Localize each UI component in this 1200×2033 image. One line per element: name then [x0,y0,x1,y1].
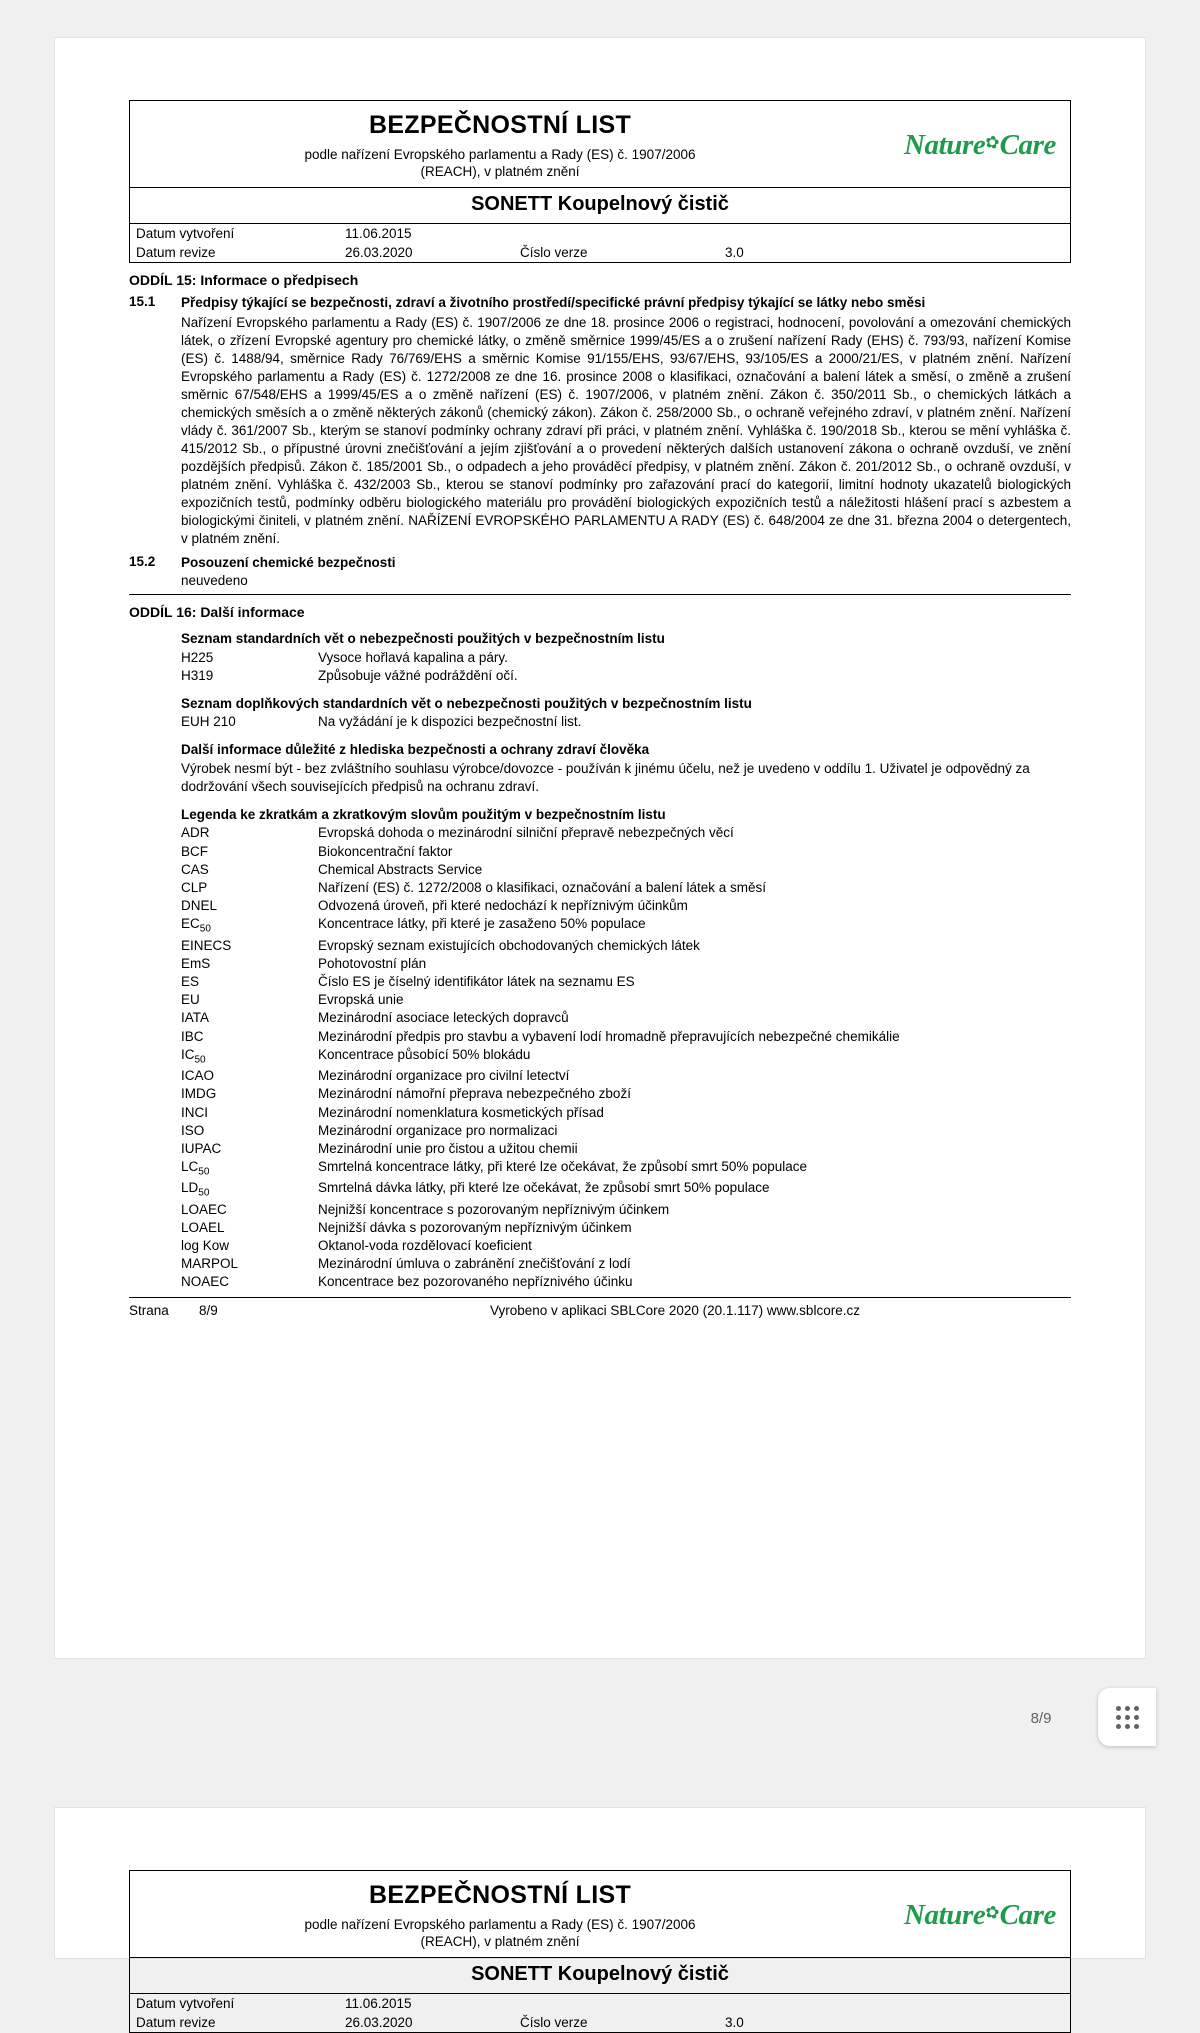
abbreviation-description: Způsobuje vážné podráždění očí. [318,667,518,683]
created-value-9: 11.06.2015 [345,1995,412,2011]
further-info-title: Další informace důležité z hlediska bezpečnosti a ochrany zdraví člověka [181,742,650,758]
list-item [181,1104,1071,1122]
abbreviation-code: EINECS [181,937,232,953]
version-value: 3.0 [725,244,744,260]
abbreviation-description: Koncentrace látky, při které je zasaženo 50% populace [318,916,646,932]
abbreviation-code: ICAO [181,1068,215,1084]
list-item [181,1085,1071,1103]
abbreviation-description: Číslo ES je číselný identifikátor látek na seznamu ES [318,974,635,990]
abbreviation-description: Odvozená úroveň, při které nedochází k nepříznivým účinkům [318,898,688,914]
abbreviation-description: Pohotovostní plán [318,955,427,971]
abbreviation-code: LOAEL [181,1219,225,1235]
abbreviation-description: Smrtelná dávka látky, při které lze očekávat, že způsobí smrt 50% populace [318,1180,770,1196]
abbreviation-code: EmS [181,955,211,971]
drag-handle-icon[interactable] [1098,1688,1156,1746]
viewer-controls-area [0,1658,1200,1808]
list-item [181,713,1071,731]
abbreviation-description: Smrtelná koncentrace látky, při které lze očekávat, že způsobí smrt 50% populace [318,1159,807,1175]
euh-statements-title: Seznam doplňkových standardních vět o nebezpečnosti použitých v bezpečnostním listu [181,695,752,711]
logo-text-nature-9: Nature [903,1899,986,1932]
document-subtitle-line2-9: (REACH), v platném znění [420,1934,580,1950]
naturescare-logo-9 [862,1899,1062,1932]
abbreviation-code: $LD_{50}$ [181,1180,210,1200]
legend-title: Legenda ke zkratkám a zkratkovým slovům použitým v bezpečnostním listu [181,807,666,823]
list-item [181,1140,1071,1158]
abbreviation-description: Nejnižší dávka s pozorovaným nepříznivým účinkem [318,1219,632,1235]
version-label-9: Číslo verze [520,2014,588,2030]
abbreviation-description: Evropský seznam existujících obchodovaných chemických látek [318,937,700,953]
abbreviation-description: Na vyžádání je k dispozici bezpečnostní list. [318,714,582,730]
abbreviation-description: Evropská dohoda o mezinárodní silniční přepravě nebezpečných věcí [318,825,734,841]
abbreviation-code: $LC_{50}$ [181,1159,210,1178]
document-header-page9 [129,1870,1071,1993]
section-15-2 [129,554,1071,572]
abbreviation-code: IBC [181,1028,204,1044]
abbreviation-code: H225 [181,649,214,665]
abbreviation-description: Oktanol-voda rozdělovací koeficient [318,1237,532,1253]
abbreviation-description: Biokoncentrační faktor [318,843,453,859]
section-15-2-number: 15.2 [129,553,156,569]
leaf-icon-9: ✿ [983,1902,1002,1924]
abbreviation-description: Mezinárodní námořní přeprava nebezpečného zboží [318,1086,631,1102]
section-15-1-number: 15.1 [129,293,156,309]
page-title-9: BEZPEČNOSTNÍ LIST [368,1881,632,1909]
list-item [181,1009,1071,1027]
abbreviation-code: $IC_{50}$ [181,1046,206,1066]
abbreviation-code: CLP [181,879,208,895]
created-label-9: Datum vytvoření [136,1995,235,2011]
abbreviation-code: EU [181,992,200,1008]
logo-text-care: Care [999,129,1056,162]
list-item [181,955,1071,973]
euh-statements-list [181,713,1071,731]
h-statements-list [181,649,1071,685]
abbreviation-code: MARPOL [181,1256,239,1272]
abbreviation-code: CAS [181,861,209,877]
footer-producer: Vyrobeno v aplikaci SBLCore 2020 (20.1.117) www.sblcore.cz [490,1303,860,1318]
document-page-8 [55,38,1145,1658]
product-name: SONETT Koupelnový čistič [130,187,1070,223]
section-15-heading: ODDÍL 15: Informace o předpisech [129,271,359,288]
created-value: 11.06.2015 [345,225,412,241]
document-page-9 [55,1808,1145,2030]
logo-text-nature: Nature [903,129,986,162]
abbreviation-description: Nejnižší koncentrace s pozorovaným nepříznivým účinkem [318,1201,670,1217]
list-item [181,1158,1071,1179]
section-15-1-title: Předpisy týkající se bezpečnosti, zdraví a životního prostředí/specifické právní předpisy týkající se látky nebo směsi [181,294,926,310]
abbreviation-code: IMDG [181,1086,217,1102]
product-name-9: SONETT Koupelnový čistič [130,1957,1070,1993]
list-item [181,897,1071,915]
list-item [181,1179,1071,1200]
revised-label-9: Datum revize [136,2014,216,2030]
document-subtitle-line1-9: podle nařízení Evropského parlamentu a Rady (ES) č. 1907/2006 [304,1916,696,1932]
abbreviation-code: LOAEC [181,1201,227,1217]
revised-label: Datum revize [136,244,216,260]
abbreviation-code: ISO [181,1122,205,1138]
abbreviation-description: Koncentrace bez pozorovaného nepříznivého účinku [318,1274,633,1290]
further-info-text: Výrobek nesmí být - bez zvláštního souhlasu výrobce/dovozce - používán k jinému účelu, než je uvedeno v oddílu 1. Uživatel je odpovědný za dodržování všech souvisejících předpisů na ochranu zdraví. [181,760,1030,794]
footer-page-value: 8/9 [199,1303,218,1318]
list-item [181,1028,1071,1046]
abbreviation-code: ES [181,974,200,990]
abbreviation-description: Koncentrace působící 50% blokádu [318,1046,531,1062]
list-item [181,667,1071,685]
abbreviation-code: H319 [181,667,214,683]
list-item [181,824,1071,842]
abbreviation-code: IATA [181,1010,210,1026]
list-item [181,1067,1071,1085]
abbreviation-code: EUH 210 [181,714,236,730]
list-item [181,1255,1071,1273]
leaf-icon: ✿ [983,132,1002,154]
list-item [181,861,1071,879]
version-label: Číslo verze [520,244,588,260]
section-15-2-text: neuvedeno [181,573,248,589]
document-meta-table-9 [129,1993,1071,2033]
naturescare-logo [862,129,1062,162]
page-footer [129,1297,1071,1318]
abbreviation-code: ADR [181,825,210,841]
section-15-1 [129,294,1071,312]
abbreviation-code: DNEL [181,898,218,914]
abbreviation-code: NOAEC [181,1274,230,1290]
abbreviation-code: BCF [181,843,208,859]
list-item [181,1237,1071,1255]
list-item [181,1122,1071,1140]
revised-value: 26.03.2020 [345,244,413,260]
list-item [181,973,1071,991]
abbreviation-description: Mezinárodní unie pro čistou a užitou chemii [318,1140,578,1156]
abbreviation-description: Mezinárodní úmluva o zabránění znečišťování z lodí [318,1256,631,1272]
list-item [181,843,1071,861]
list-item [181,1046,1071,1067]
section-15-1-text: Nařízení Evropského parlamentu a Rady (ES) č. 1907/2006 ze dne 18. prosince 2006 o registraci, hodnocení, povolování a omezování chemických látek, o zřízení Evropské agentury pro chemické látky, o změně směrnice 1999/45/ES a o zrušení nařízení Rady (EHS) č. 793/93, nařízení Komise (ES) č. 1488/94, směrnice Rady 76/769/EHS a směrnic Komise 91/155/EHS, 93/67/EHS, 93/105/ES a 2000/21/ES, v platném znění. Nařízení Evropského parlamentu a Rady (ES) č. 1272/2008 ze dne 16. prosince 2008 o klasifikaci, označování a balení látek a směsí, o změně a zrušení směrnic 67/548/EHS a 1999/45/ES a o změně nařízení (ES) č. 1907/2006, v platném znění. Zákon č. 350/2011 Sb., o chemických látkách a chemických směsích a o změně některých zákonů (chemický zákon). Zákon č. 258/2000 Sb., o ochraně veřejného zdraví, v platném znění. Nařízení vlády č. 361/2007 Sb., kterým se stanoví podmínky ochrany zdraví při práci, v platném znění. Vyhláška č. 190/2018 Sb., kterou se mění vyhláška č. 415/2012 Sb., o přípustné úrovni znečišťování a jejím zjišťování a o provedení některých dalších ustanovení zákona o ochraně ovzduší, ve znění pozdějších předpisů. Zákon č. 185/2001 Sb., o odpadech a jeho prováděcí předpisy, v platném znění. Zákon č. 201/2012 Sb., o ochraně ovzduší, v platném znění. Vyhláška č. 432/2003 Sb., kterou se stanoví podmínky pro zařazování prací do kategorií, limitní hodnoty ukazatelů biologických expozičních testů, podmínky odběru biologického materiálu pro provádění biologických expozičních testů a náležitosti hlášení prací s azbestem a biologickými činiteli, v platném znění. NAŘÍZENÍ EVROPSKÉHO PARLAMENTU A RADY (ES) č. 648/2004 ze dne 31. března 2004 o detergentech, v platném znění. [181,315,1071,546]
abbreviation-description: Mezinárodní organizace pro civilní letectví [318,1068,570,1084]
document-meta-table [129,223,1071,263]
section-16-heading: ODDÍL 16: Další informace [129,604,305,621]
list-item [181,649,1071,667]
created-label: Datum vytvoření [136,225,235,241]
abbreviation-description: Evropská unie [318,992,404,1008]
abbreviation-description: Mezinárodní organizace pro normalizaci [318,1122,558,1138]
list-item [181,1219,1071,1237]
page-title: BEZPEČNOSTNÍ LIST [368,111,632,139]
document-header [129,100,1071,223]
section-divider [129,594,1071,595]
abbreviation-code: $EC_{50}$ [181,916,211,936]
version-value-9: 3.0 [725,2014,744,2030]
footer-page-label: Strana [129,1303,169,1318]
abbreviation-description: Mezinárodní předpis pro stavbu a vybavení lodí hromadně přepravujících nebezpečné chemikálie [318,1028,900,1044]
abbreviation-description: Chemical Abstracts Service [318,861,483,877]
abbreviation-code: IUPAC [181,1140,222,1156]
revised-value-9: 26.03.2020 [345,2014,413,2030]
list-item [181,991,1071,1009]
list-item [181,915,1071,936]
table-row [130,243,1070,262]
document-subtitle-line1: podle nařízení Evropského parlamentu a Rady (ES) č. 1907/2006 [304,146,696,162]
table-row [130,224,1070,243]
table-row [130,2013,1070,2032]
list-item [181,879,1071,897]
logo-text-care-9: Care [999,1899,1056,1932]
abbreviation-code: INCI [181,1104,208,1120]
legend-list [181,824,1071,1291]
abbreviation-description: Mezinárodní asociace leteckých dopravců [318,1010,569,1026]
abbreviation-description: Vysoce hořlavá kapalina a páry. [318,649,508,665]
list-item [181,937,1071,955]
document-subtitle-line2: (REACH), v platném znění [420,164,580,180]
list-item [181,1201,1071,1219]
list-item [181,1273,1071,1291]
table-row [130,1994,1070,2013]
section-15-2-title: Posouzení chemické bezpečnosti [181,554,396,570]
abbreviation-code: log Kow [181,1237,230,1253]
h-statements-title: Seznam standardních vět o nebezpečnosti použitých v bezpečnostním listu [181,631,665,647]
abbreviation-description: Nařízení (ES) č. 1272/2008 o klasifikaci, označování a balení látek a směsí [318,879,766,895]
page-indicator: 8/9 [1010,1696,1072,1740]
abbreviation-description: Mezinárodní nomenklatura kosmetických přísad [318,1104,604,1120]
